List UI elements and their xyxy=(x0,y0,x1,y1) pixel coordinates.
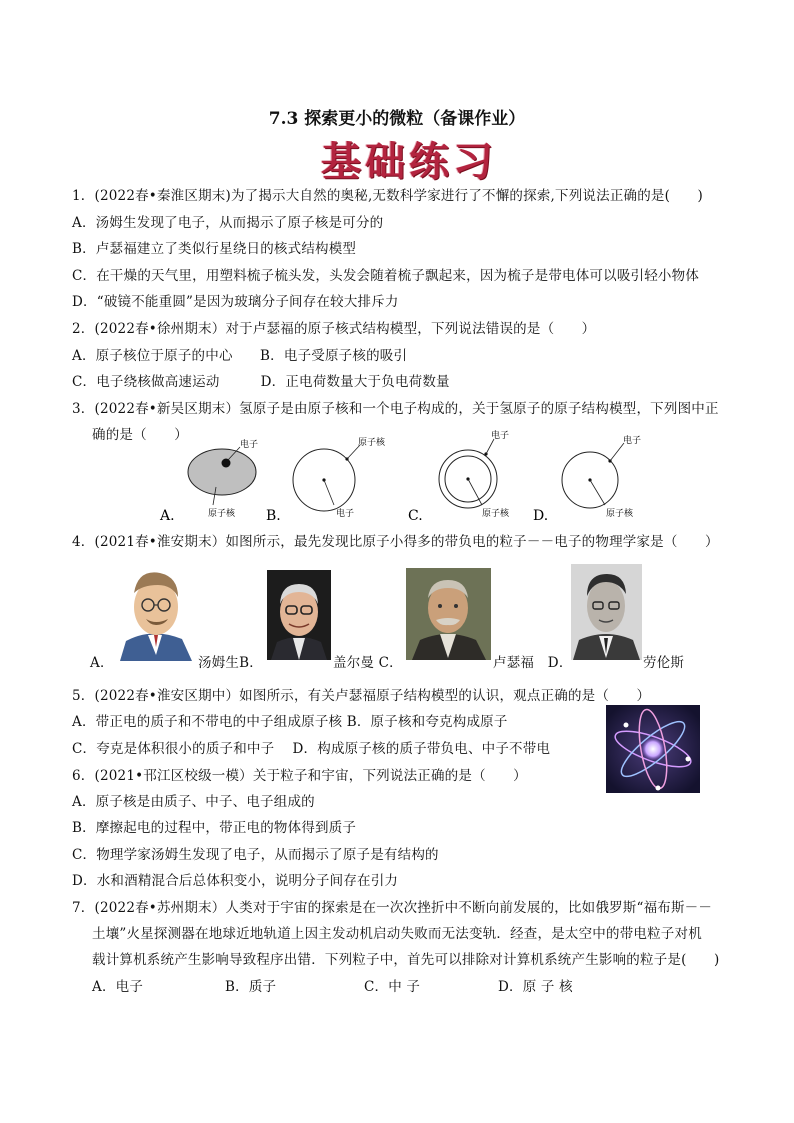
q4-option-c-name: 卢瑟福 D． xyxy=(493,655,573,671)
q3-atom-diagrams xyxy=(150,425,710,525)
q2-options-cd: C．电子绕核做高速运动 D．正电荷数量大于负电荷数量 xyxy=(72,374,450,390)
label-nucleus-c: 原子核 xyxy=(482,509,510,519)
diagram-d xyxy=(533,434,641,524)
q1-option-c: C．在干燥的天气里，用塑料梳子梳头发，头发会随着梳子飘起来，因为梳子是带电体可以吸引轻小物体 xyxy=(72,268,700,284)
atom-model-image xyxy=(606,705,700,793)
q2-options-ab: A．原子核位于原子的中心 B．电子受原子核的吸引 xyxy=(72,348,408,364)
label-electron-c: 电子 xyxy=(491,431,510,441)
q7-stem-line1: 7．(2022春•苏州期末）人类对于宇宙的探索是在一次次挫折中不断向前发展的，比如俄罗斯“福布斯－－ xyxy=(72,900,713,916)
portrait-rutherford xyxy=(406,568,491,660)
diagram-a xyxy=(159,438,258,524)
q3-stem-line1: 3．(2022春•新吴区期末）氢原子是由原子核和一个电子构成的，关于氢原子的原子结构模型，下列图中正 xyxy=(72,401,719,417)
label-electron-b: 电子 xyxy=(336,509,355,519)
q6-option-a: A．原子核是由质子、中子、电子组成的 xyxy=(72,794,315,810)
section-banner: 基础练习 xyxy=(321,139,497,185)
q4-stem: 4．(2021春•淮安期末）如图所示，最先发现比原子小得多的带负电的粒子－－电子的物理学家是（ ） xyxy=(72,534,719,550)
q1-stem: 1．(2022春•秦淮区期末)为了揭示大自然的奥秘,无数科学家进行了不懈的探索,下列说法正确的是( ) xyxy=(72,188,703,204)
q4-option-a-letter: A． xyxy=(90,655,114,671)
q7-option-d: D．原 子 核 xyxy=(498,979,573,995)
q5-options-ab: A．带正电的质子和不带电的中子组成原子核 B．原子核和夸克构成原子 xyxy=(72,714,508,730)
label-electron-d: 电子 xyxy=(623,436,642,446)
q4-option-b-name: 盖尔曼 C． xyxy=(333,655,403,671)
q6-option-c: C．物理学家汤姆生发现了电子，从而揭示了原子是有结构的 xyxy=(72,847,439,863)
portrait-thomson xyxy=(112,563,198,661)
q4-option-d-name: 劳伦斯 xyxy=(643,655,685,671)
q6-option-b: B．摩擦起电的过程中，带正电的物体得到质子 xyxy=(72,820,357,836)
q4-option-a-name: 汤姆生B． xyxy=(198,655,263,671)
diagram-a-letter: A. xyxy=(160,508,175,524)
q1-option-a: A．汤姆生发现了电子，从而揭示了原子核是可分的 xyxy=(72,215,384,231)
q1-option-d: D．“破镜不能重圆”是因为玻璃分子间存在较大排斥力 xyxy=(72,294,399,310)
q7-stem-line2: 土壤”火星探测器在地球近地轨道上因主发动机启动失败而无法变轨．经查，是太空中的带电粒子对机 xyxy=(92,926,702,942)
label-nucleus-d: 原子核 xyxy=(606,509,634,519)
q6-option-d: D．水和酒精混合后总体积变小，说明分子间存在引力 xyxy=(72,873,399,889)
diagram-d-letter: D. xyxy=(533,508,549,524)
label-electron-a: 电子 xyxy=(240,440,259,450)
diagram-b xyxy=(266,436,386,524)
label-nucleus-b: 原子核 xyxy=(358,438,386,448)
q2-stem: 2．(2022春•徐州期末）对于卢瑟福的原子核式结构模型，下列说法错误的是（ ） xyxy=(72,321,596,337)
label-nucleus-a: 原子核 xyxy=(208,509,236,519)
q6-stem: 6．(2021•邗江区校级一模）关于粒子和宇宙，下列说法正确的是（ ） xyxy=(72,768,527,784)
diagram-c xyxy=(408,429,510,524)
q5-stem: 5．(2022春•淮安区期中）如图所示，有关卢瑟福原子结构模型的认识，观点正确的是（ ） xyxy=(72,688,651,704)
q7-option-c: C．中 子 xyxy=(364,979,421,995)
q7-option-a: A．电子 xyxy=(92,979,144,995)
q7-option-b: B．质子 xyxy=(225,979,277,995)
q3-stem-line2: 确的是（ ） xyxy=(92,427,188,443)
diagram-c-letter: C. xyxy=(408,508,423,524)
q7-stem-line3: 载计算机系统产生影响导致程序出错．下列粒子中，首先可以排除对计算机系统产生影响的粒子是( ) xyxy=(92,952,720,968)
page-title: 7.3 探索更小的微粒（备课作业） xyxy=(268,109,526,129)
q1-option-b: B．卢瑟福建立了类似行星绕日的核式结构模型 xyxy=(72,241,357,257)
portrait-gell-mann xyxy=(267,570,331,660)
q5-options-cd: C．夸克是体积很小的质子和中子 D．构成原子核的质子带负电、中子不带电 xyxy=(72,741,551,757)
diagram-b-letter: B. xyxy=(266,508,281,524)
portrait-lawrence xyxy=(571,564,642,660)
